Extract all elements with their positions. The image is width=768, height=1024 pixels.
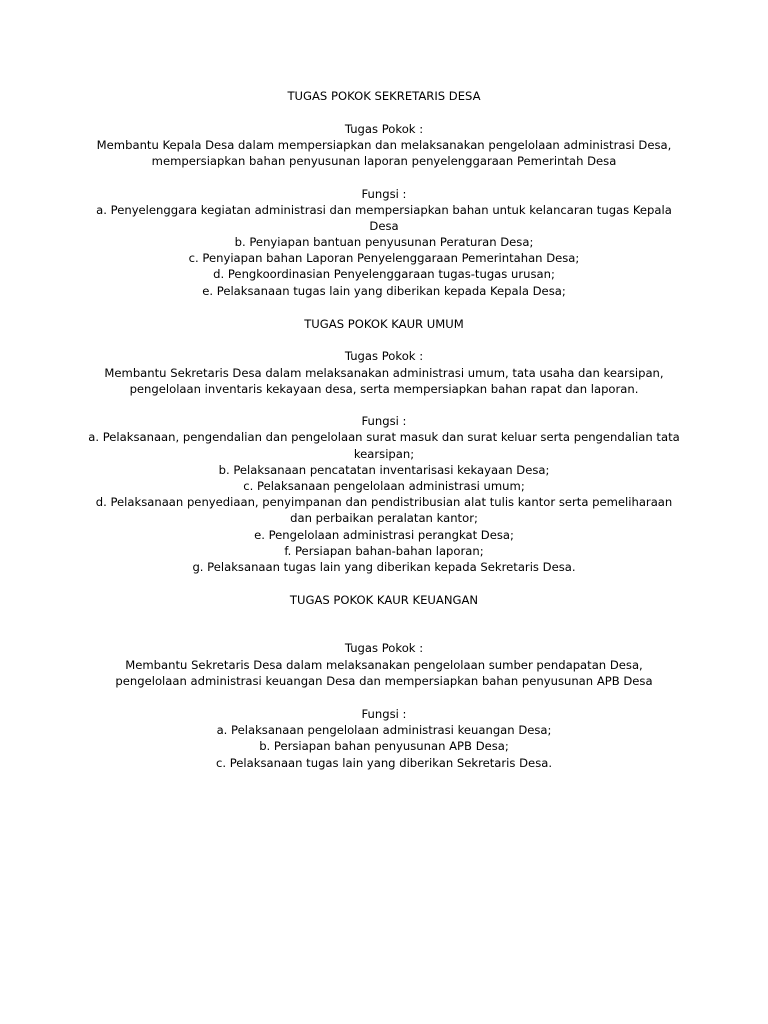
fungsi-label: Fungsi : — [361, 707, 407, 721]
fungsi-line: a. Pelaksanaan pengelolaan administrasi keuangan Desa; — [216, 723, 552, 737]
fungsi-label: Fungsi : — [361, 414, 407, 428]
section-heading-kaur-keuangan: TUGAS POKOK KAUR KEUANGAN — [289, 593, 479, 607]
fungsi-line: a. Penyelenggara kegiatan administrasi dan mempersiapkan bahan untuk kelancaran tugas Kepala — [96, 203, 672, 217]
fungsi-line: Desa — [369, 219, 399, 233]
tugas-pokok-line: Membantu Sekretaris Desa dalam melaksanakan administrasi umum, tata usaha dan kearsipan, — [104, 366, 664, 380]
section-heading-sekretaris-desa: TUGAS POKOK SEKRETARIS DESA — [287, 89, 481, 103]
tugas-pokok-line: pengelolaan administrasi keuangan Desa dan mempersiapkan bahan penyusunan APB Desa — [115, 674, 653, 688]
fungsi-line: b. Pelaksanaan pencatatan inventarisasi kekayaan Desa; — [218, 463, 550, 477]
fungsi-line: a. Pelaksanaan, pengendalian dan pengelolaan surat masuk dan surat keluar serta pengendalian tata — [88, 430, 680, 444]
fungsi-line: f. Persiapan bahan-bahan laporan; — [284, 544, 484, 558]
fungsi-line: d. Pelaksanaan penyediaan, penyimpanan dan pendistribusian alat tulis kantor serta pemeliharaan — [95, 495, 673, 509]
tugas-pokok-line: mempersiapkan bahan penyusunan laporan penyelenggaraan Pemerintah Desa — [151, 154, 617, 168]
fungsi-line: e. Pengelolaan administrasi perangkat Desa; — [254, 528, 514, 542]
fungsi-line: g. Pelaksanaan tugas lain yang diberikan kepada Sekretaris Desa. — [192, 560, 576, 574]
fungsi-line: kearsipan; — [353, 447, 415, 461]
fungsi-line: c. Penyiapan bahan Laporan Penyelenggaraan Pemerintahan Desa; — [188, 251, 580, 265]
fungsi-line: d. Pengkoordinasian Penyelenggaraan tugas-tugas urusan; — [213, 267, 555, 281]
fungsi-line: b. Penyiapan bantuan penyusunan Peraturan Desa; — [234, 235, 534, 249]
tugas-pokok-line: Membantu Kepala Desa dalam mempersiapkan dan melaksanakan pengelolaan administrasi Desa, — [96, 138, 672, 152]
fungsi-line: b. Persiapan bahan penyusunan APB Desa; — [259, 739, 509, 753]
fungsi-line: e. Pelaksanaan tugas lain yang diberikan kepada Kepala Desa; — [202, 284, 566, 298]
section-heading-kaur-umum: TUGAS POKOK KAUR UMUM — [304, 317, 464, 331]
tugas-pokok-line: pengelolaan inventaris kekayaan desa, serta mempersiapkan bahan rapat dan laporan. — [129, 382, 639, 396]
tugas-pokok-label: Tugas Pokok : — [344, 641, 424, 655]
fungsi-line: c. Pelaksanaan pengelolaan administrasi umum; — [243, 479, 525, 493]
fungsi-line: c. Pelaksanaan tugas lain yang diberikan Sekretaris Desa. — [215, 756, 553, 770]
tugas-pokok-line: Membantu Sekretaris Desa dalam melaksanakan pengelolaan sumber pendapatan Desa, — [125, 658, 643, 672]
tugas-pokok-label: Tugas Pokok : — [344, 349, 424, 363]
tugas-pokok-label: Tugas Pokok : — [344, 122, 424, 136]
fungsi-line: dan perbaikan peralatan kantor; — [290, 511, 478, 525]
fungsi-label: Fungsi : — [361, 187, 407, 201]
